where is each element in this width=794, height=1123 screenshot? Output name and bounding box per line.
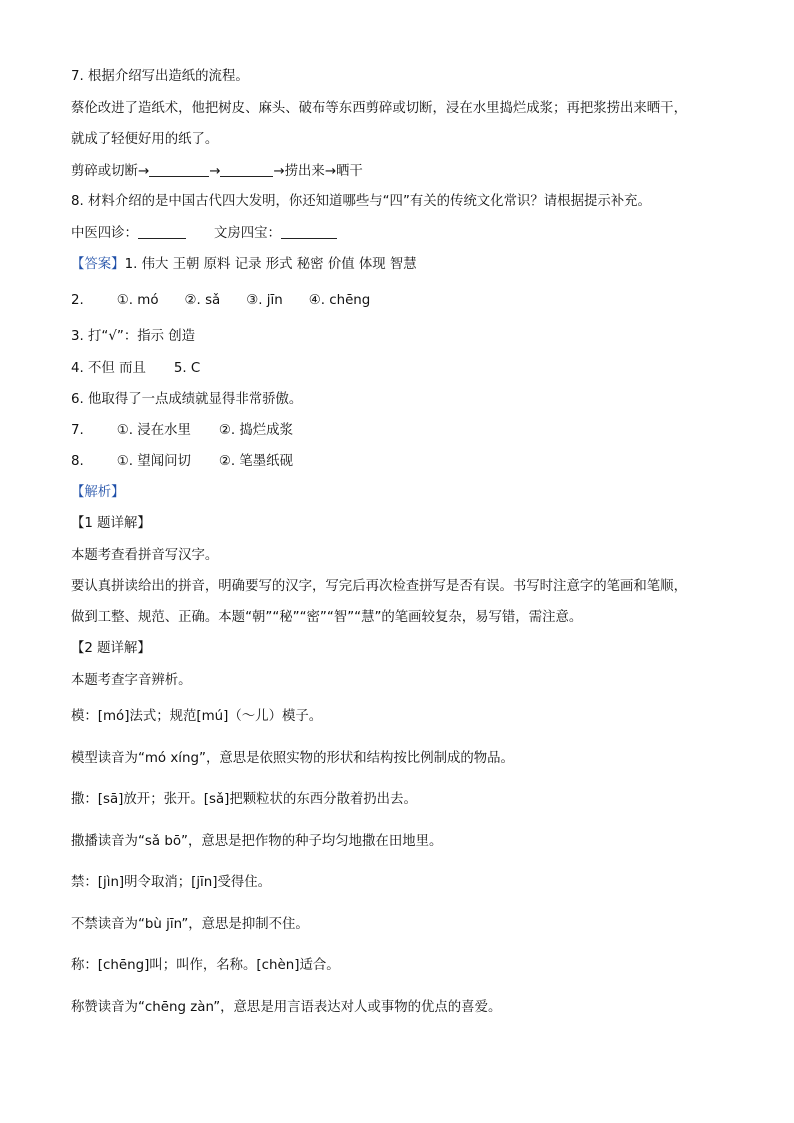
answer-tag: 【答案】 — [71, 257, 125, 272]
flow-blank-2[interactable] — [220, 162, 273, 177]
detail-2-line-1: 本题考查字音辨析。 — [71, 673, 192, 688]
detail-2-line-2: 模：[mó]法式；规范[mú]（～儿）模子。 — [71, 709, 323, 724]
detail-2-line-7: 不禁读音为“bù jīn”，意思是抑制不住。 — [71, 917, 309, 932]
answer-6: 6. 他取得了一点成绩就显得非常骄傲。 — [71, 392, 303, 407]
detail-2-line-8: 称：[chēng]叫；叫作，名称。[chèn]适合。 — [71, 958, 340, 973]
answer-4: 4. 不但 而且 — [71, 361, 146, 376]
answer-2-item-3: ③. jīn — [246, 293, 283, 308]
flow-blank-1[interactable] — [149, 162, 209, 177]
answer-8 — [71, 453, 293, 471]
answer-7-num: 7. — [71, 423, 84, 438]
answer-7-item-2: ②. 捣烂成浆 — [218, 423, 293, 438]
label-four-diagnoses: 中医四诊： — [71, 226, 138, 241]
answer-7 — [71, 422, 293, 440]
detail-1-line-3: 做到工整、规范、正确。本题“朝”“秘”“密”“智”“慧”的笔画较复杂，易写错，需注意。 — [71, 610, 583, 625]
answer-4-5 — [71, 360, 200, 378]
q7-paragraph-line-2: 就成了轻便好用的纸了。 — [71, 132, 219, 147]
answer-5: 5. C — [173, 361, 201, 376]
blank-four-diagnoses[interactable] — [138, 224, 186, 239]
detail-1-title: 【1 题详解】 — [71, 516, 151, 531]
blank-four-treasures[interactable] — [281, 224, 337, 239]
flow-end: →捞出来→晒干 — [273, 164, 363, 179]
answer-7-item-1: ①. 浸在水里 — [116, 423, 191, 438]
answer-8-num: 8. — [71, 454, 84, 469]
answer-line-1 — [71, 256, 417, 274]
answer-2-num: 2. — [71, 293, 84, 308]
q7-paragraph-line-1: 蔡伦改进了造纸术，他把树皮、麻头、破布等东西剪碎或切断，浸在水里捣烂成浆；再把浆捞出来晒干， — [71, 101, 687, 116]
flow-start: 剪碎或切断→ — [71, 164, 150, 179]
q8-title: 8. 材料介绍的是中国古代四大发明，你还知道哪些与“四”有关的传统文化常识？请根据提示补充。 — [71, 194, 651, 209]
answer-2-item-1: ①. mó — [116, 293, 159, 308]
answer-1: 1. 伟大 王朝 原料 记录 形式 秘密 价值 体现 智慧 — [124, 257, 417, 272]
answer-8-item-2: ②. 笔墨纸砚 — [218, 454, 293, 469]
detail-2-line-9: 称赞读音为“chēng zàn”，意思是用言语表达对人或事物的优点的喜爱。 — [71, 1000, 502, 1015]
detail-2-line-3: 模型读音为“mó xíng”，意思是依照实物的形状和结构按比例制成的物品。 — [71, 751, 514, 766]
analysis-tag: 【解析】 — [71, 485, 125, 500]
answer-8-item-1: ①. 望闻问切 — [116, 454, 191, 469]
answer-2-item-2: ②. sǎ — [184, 293, 221, 308]
detail-2-line-6: 禁：[jìn]明令取消；[jīn]受得住。 — [71, 875, 272, 890]
detail-2-line-4: 撒：[sā]放开；张开。[sǎ]把颗粒状的东西分散着扔出去。 — [71, 792, 417, 807]
detail-1-line-1: 本题考查看拼音写汉字。 — [71, 548, 219, 563]
answer-2-item-4: ④. chēng — [308, 293, 371, 308]
detail-2-line-5: 撒播读音为“sǎ bō”，意思是把作物的种子均匀地撒在田地里。 — [71, 834, 443, 849]
q7-flow — [71, 162, 363, 181]
detail-1-line-2: 要认真拼读给出的拼音，明确要写的汉字，写完后再次检查拼写是否有误。书写时注意字的笔画和笔顺， — [71, 579, 687, 594]
q8-blanks — [71, 224, 337, 243]
label-four-treasures: 文房四宝： — [213, 226, 281, 241]
detail-2-title: 【2 题详解】 — [71, 641, 151, 656]
answer-3: 3. 打“√”：指示 创造 — [71, 329, 196, 344]
flow-arrow: → — [209, 164, 221, 179]
answer-2 — [71, 292, 370, 310]
q7-title: 7. 根据介绍写出造纸的流程。 — [71, 69, 249, 84]
